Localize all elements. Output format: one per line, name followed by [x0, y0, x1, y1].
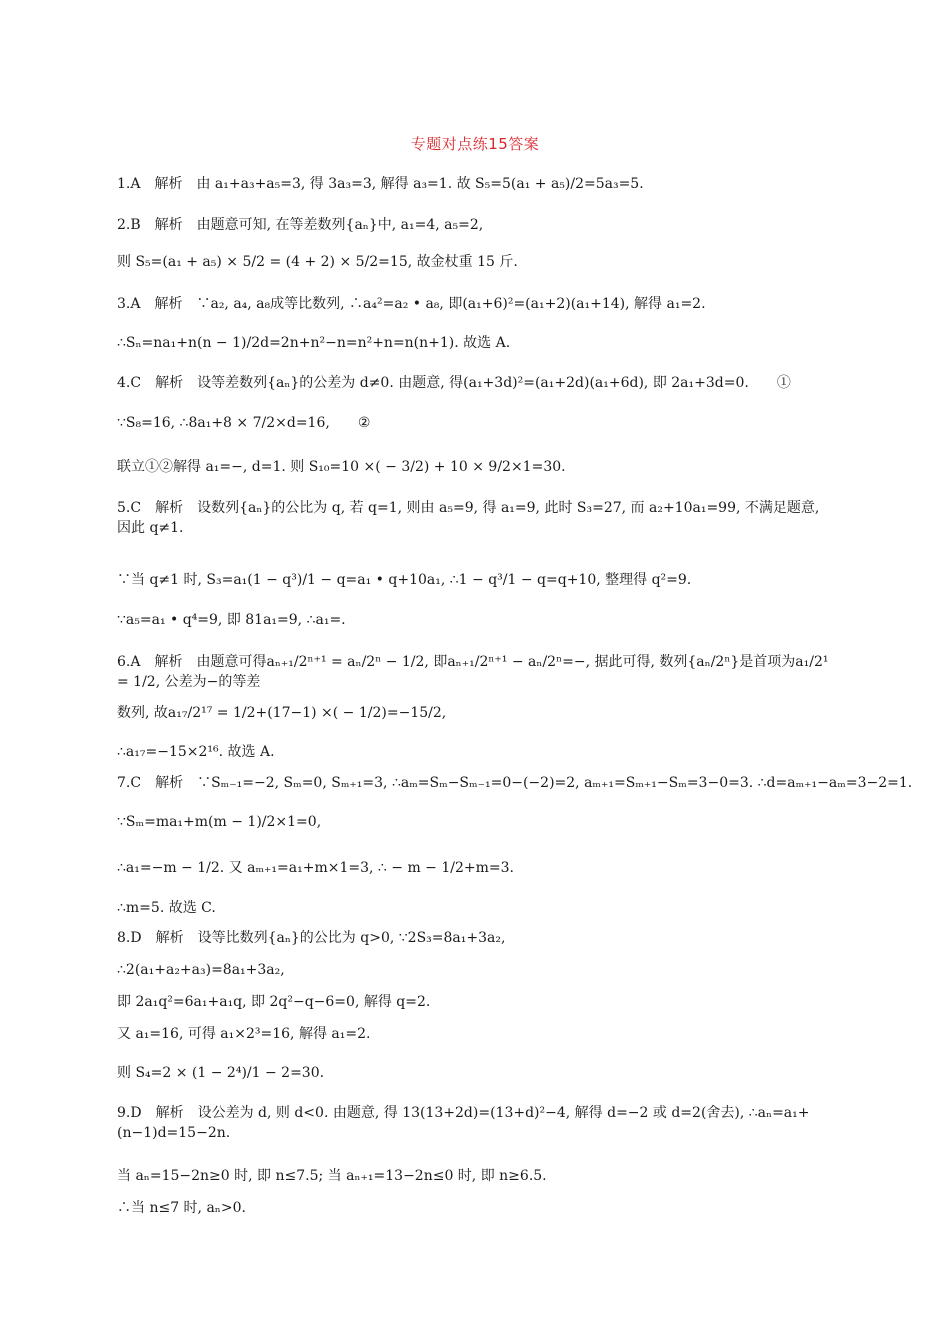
answer-4-line-3: 联立①②解得 a₁=−, d=1. 则 S₁₀=10 ×( − 3/2) + 10 × 9/2×1=30. — [117, 459, 566, 475]
answer-9-line-3: ∴当 n≤7 时, aₙ>0. — [117, 1200, 246, 1216]
answer-8-line-2: ∴2(a₁+a₂+a₃)=8a₁+3a₂, — [117, 962, 285, 978]
answer-3-line-1: 3.A 解析 ∵a₂, a₄, a₈成等比数列, ∴a₄²=a₂ • a₈, 即(a₁+6)²=(a₁+2)(a₁+14), 解得 a₁=2. — [117, 296, 706, 312]
page-title: 专题对点练15答案 — [410, 135, 540, 153]
answer-3-line-2: ∴Sₙ=na₁+n(n − 1)/2d=2n+n²−n=n²+n=n(n+1). 故选 A. — [117, 335, 511, 351]
answer-4-line-1: 4.C 解析 设等差数列{aₙ}的公差为 d≠0. 由题意, 得(a₁+3d)²=(a₁+2d)(a₁+6d), 即 2a₁+3d=0. ① — [117, 375, 791, 391]
answer-4-line-2: ∵S₈=16, ∴8a₁+8 × 7/2×d=16, ② — [117, 415, 371, 431]
answer-5-line-2: ∵当 q≠1 时, S₃=a₁(1 − q³)/1 − q=a₁ • q+10a₁, ∴1 − q³/1 − q=q+10, 整理得 q²=9. — [117, 572, 692, 588]
answer-8-line-4: 又 a₁=16, 可得 a₁×2³=16, 解得 a₁=2. — [117, 1026, 371, 1042]
answer-7-line-2: ∵Sₘ=ma₁+m(m − 1)/2×1=0, — [117, 814, 322, 830]
answer-8-line-3: 即 2a₁q²=6a₁+a₁q, 即 2q²−q−6=0, 解得 q=2. — [117, 994, 431, 1010]
answer-7-line-4: ∴m=5. 故选 C. — [117, 900, 216, 916]
answer-6-line-1: 6.A 解析 由题意可得aₙ₊₁/2ⁿ⁺¹ = aₙ/2ⁿ − 1/2, 即aₙ₊₁/2ⁿ⁺¹ − aₙ/2ⁿ=−, 据此可得, 数列{aₙ/2ⁿ}是首项为a₁/2¹ = 1/2, 公差为−的等差 — [117, 654, 829, 690]
answer-8-line-1: 8.D 解析 设等比数列{aₙ}的公比为 q>0, ∵2S₃=8a₁+3a₂, — [117, 930, 506, 946]
answer-2-line-2: 则 S₅=(a₁ + a₅) × 5/2 = (4 + 2) × 5/2=15, 故金杖重 15 斤. — [117, 254, 518, 270]
answer-8-line-5: 则 S₄=2 × (1 − 2⁴)/1 − 2=30. — [117, 1065, 325, 1081]
answer-7-line-3: ∴a₁=−m − 1/2. 又 aₘ₊₁=a₁+m×1=3, ∴ − m − 1/2+m=3. — [117, 860, 514, 876]
answer-9-line-1: 9.D 解析 设公差为 d, 则 d<0. 由题意, 得 13(13+2d)=(13+d)²−4, 解得 d=−2 或 d=2(舍去), ∴aₙ=a₁+(n−1)d=15−2n. — [117, 1105, 810, 1141]
answer-1-line-1: 1.A 解析 由 a₁+a₃+a₅=3, 得 3a₃=3, 解得 a₃=1. 故 S₅=5(a₁ + a₅)/2=5a₃=5. — [117, 176, 644, 192]
answer-5-line-1: 5.C 解析 设数列{aₙ}的公比为 q, 若 q=1, 则由 a₅=9, 得 a₁=9, 此时 S₃=27, 而 a₂+10a₁=99, 不满足题意, 因此 q≠1. — [117, 500, 820, 536]
answer-5-line-3: ∵a₅=a₁ • q⁴=9, 即 81a₁=9, ∴a₁=. — [117, 612, 346, 628]
answer-2-line-1: 2.B 解析 由题意可知, 在等差数列{aₙ}中, a₁=4, a₅=2, — [117, 217, 484, 233]
answer-7-line-1: 7.C 解析 ∵Sₘ₋₁=−2, Sₘ=0, Sₘ₊₁=3, ∴aₘ=Sₘ−Sₘ₋₁=0−(−2)=2, aₘ₊₁=Sₘ₊₁−Sₘ=3−0=3. ∴d=aₘ₊₁−aₘ=3−2=1. — [117, 775, 913, 791]
answer-6-line-3: ∴a₁₇=−15×2¹⁶. 故选 A. — [117, 744, 275, 760]
answer-6-line-2: 数列, 故a₁₇/2¹⁷ = 1/2+(17−1) ×( − 1/2)=−15/2, — [117, 705, 447, 721]
answer-9-line-2: 当 aₙ=15−2n≥0 时, 即 n≤7.5; 当 aₙ₊₁=13−2n≤0 时, 即 n≥6.5. — [117, 1168, 547, 1184]
